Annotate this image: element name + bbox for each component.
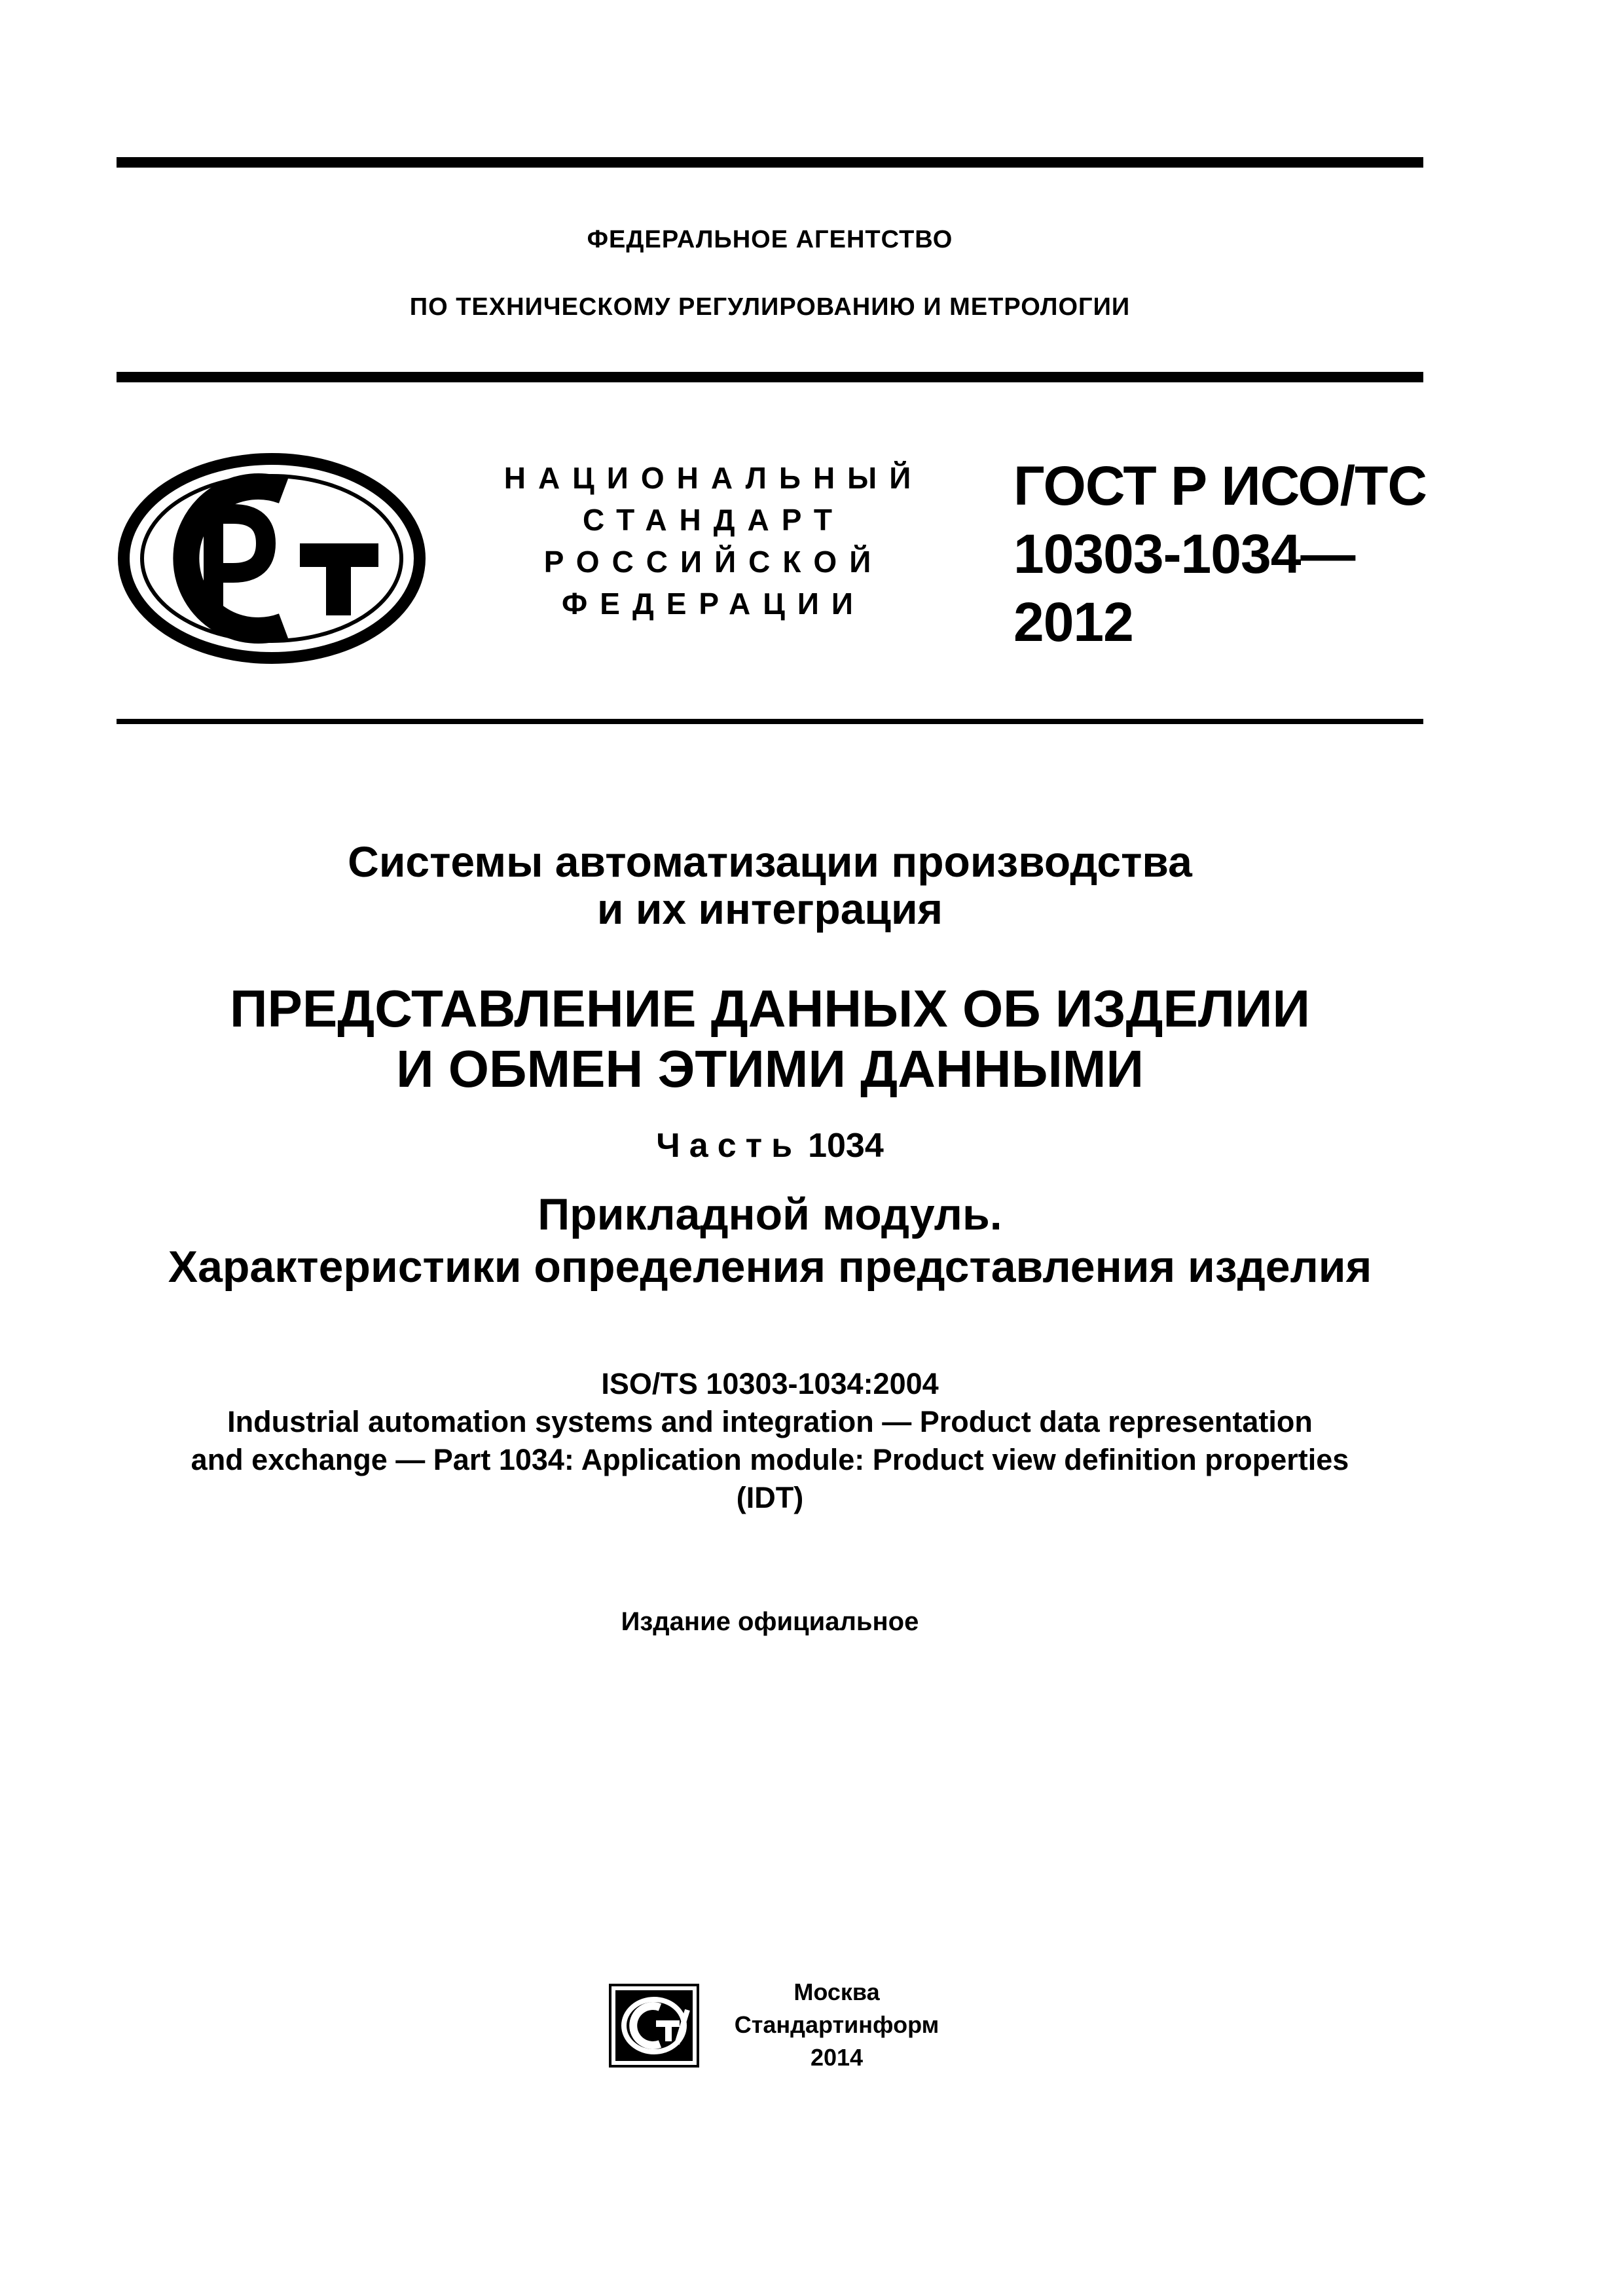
module-line-1: Прикладной модуль. <box>538 1190 1002 1239</box>
gost-line-1: ГОСТ Р ИСО/ТС <box>1013 455 1427 517</box>
national-standard-line-3: РОССИЙСКОЙ <box>543 545 884 579</box>
main-title-line-2: И ОБМЕН ЭТИМИ ДАННЫМИ <box>396 1040 1144 1098</box>
publisher-info <box>712 1976 961 2074</box>
part-word: Часть <box>656 1127 802 1165</box>
edition-label: Издание официальное <box>621 1607 919 1636</box>
module-title <box>117 1188 1423 1293</box>
document-subtitle <box>117 838 1423 932</box>
top-rule <box>117 157 1423 168</box>
part-number: 1034 <box>808 1127 884 1165</box>
iso-line-2: Industrial automation systems and integration — Product data representation <box>227 1405 1313 1438</box>
iso-reference <box>117 1365 1423 1517</box>
agency-line-2: ПО ТЕХНИЧЕСКОМУ РЕГУЛИРОВАНИЮ И МЕТРОЛОГИИ <box>409 293 1131 321</box>
gost-line-3: 2012 <box>1013 591 1133 653</box>
agency-line-1: ФЕДЕРАЛЬНОЕ АГЕНТСТВО <box>587 226 953 253</box>
part-label <box>117 1126 1423 1165</box>
module-line-2: Характеристики определения представления изделия <box>168 1242 1372 1292</box>
gost-designation <box>1013 452 1432 656</box>
publisher-city: Москва <box>793 1978 880 2005</box>
publisher-year: 2014 <box>810 2044 864 2071</box>
national-standard-line-1: НАЦИОНАЛЬНЫЙ <box>503 461 924 495</box>
subtitle-line-1: Системы автоматизации производства <box>348 837 1192 886</box>
title-rule <box>117 719 1423 724</box>
header-rule <box>117 372 1423 382</box>
standartinform-logo-icon <box>609 1984 699 2068</box>
subtitle-line-2: и их интеграция <box>596 884 943 933</box>
iso-line-3: and exchange — Part 1034: Application module: Product view definition properties <box>191 1443 1349 1476</box>
publisher-name: Стандартинформ <box>734 2011 939 2038</box>
national-standard-line-2: СТАНДАРТ <box>583 503 845 537</box>
iso-line-1: ISO/TS 10303-1034:2004 <box>601 1367 939 1400</box>
national-standard-label <box>498 457 930 625</box>
iso-line-4: (IDT) <box>736 1481 804 1514</box>
document-title <box>117 979 1423 1099</box>
national-standard-line-4: ФЕДЕРАЦИИ <box>562 587 866 621</box>
gost-line-2: 10303-1034— <box>1013 523 1355 585</box>
main-title-line-1: ПРЕДСТАВЛЕНИЕ ДАННЫХ ОБ ИЗДЕЛИИ <box>230 979 1310 1038</box>
rst-certification-logo-icon <box>117 452 427 665</box>
